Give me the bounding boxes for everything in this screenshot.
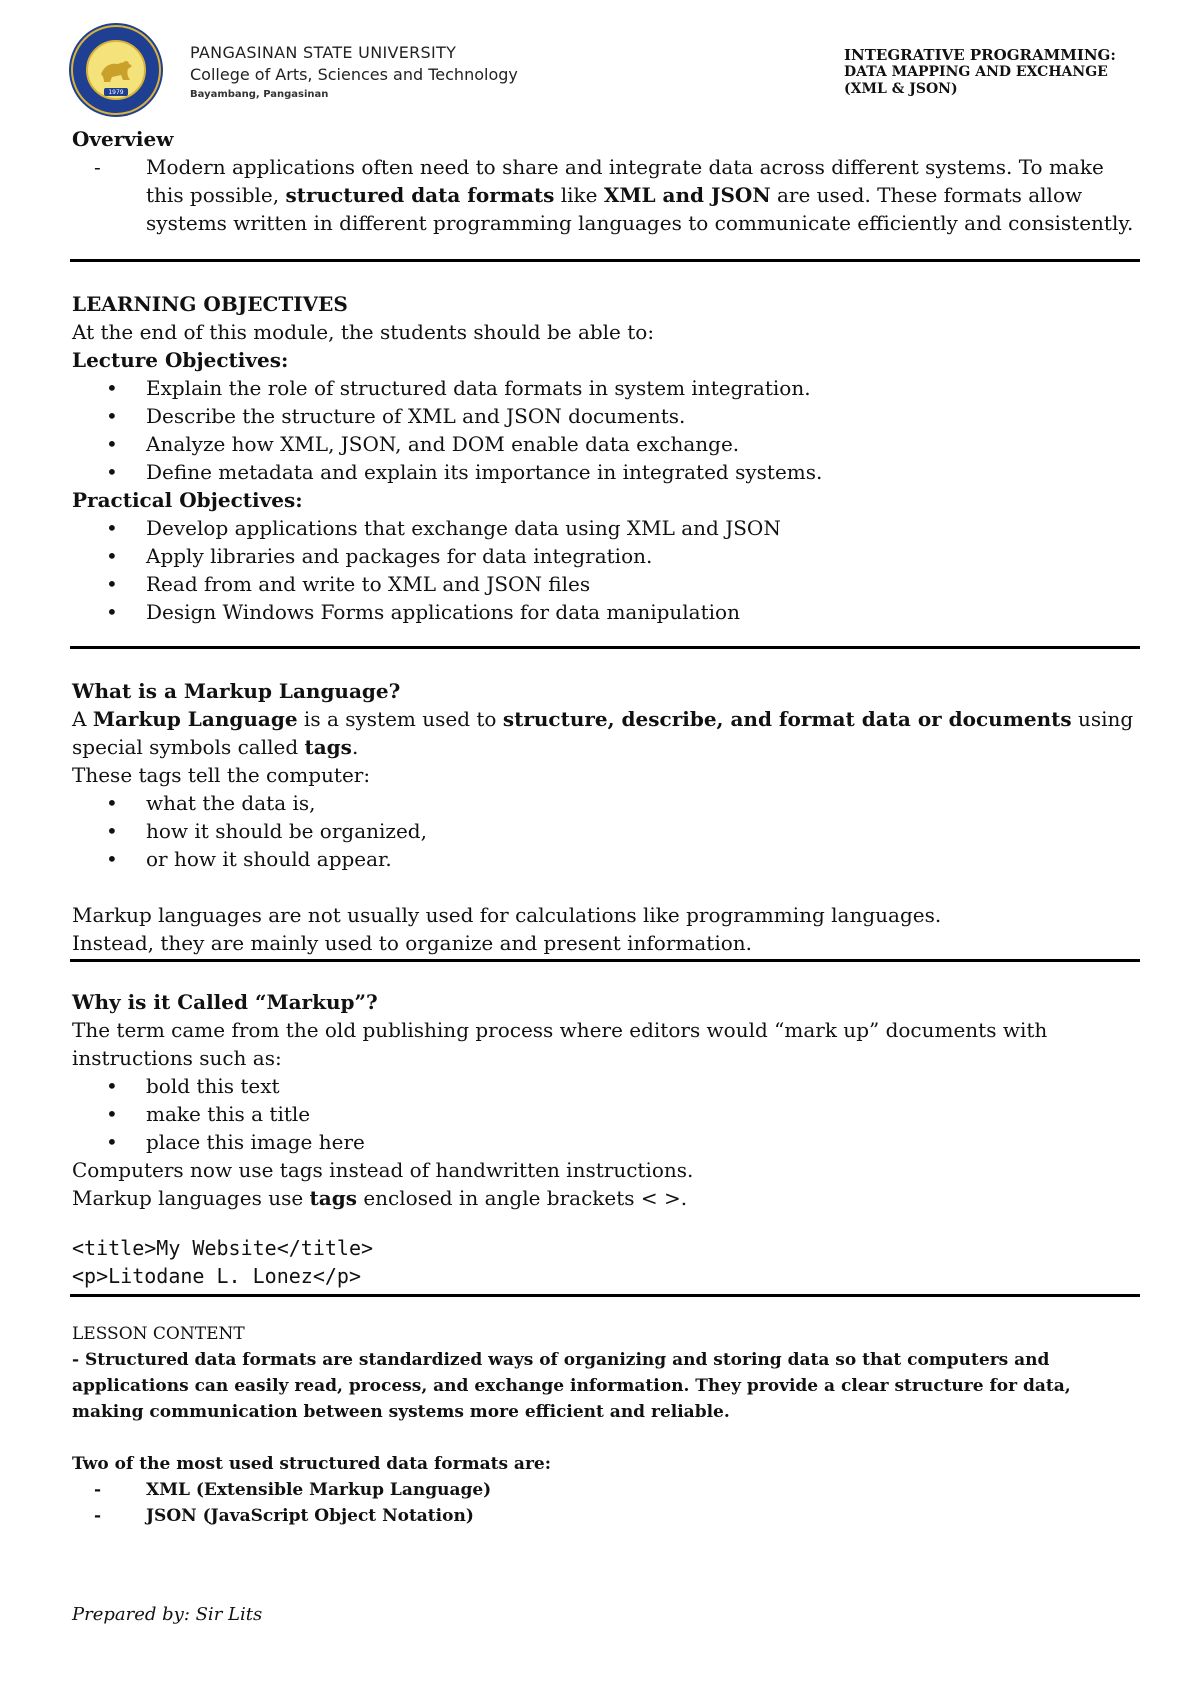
section-divider — [70, 959, 1140, 962]
list-item: • bold this text — [72, 1072, 1142, 1100]
list-item: • what the data is, — [72, 789, 1142, 817]
practical-objectives-heading: Practical Objectives: — [72, 488, 303, 512]
list-item: • Read from and write to XML and JSON files — [72, 570, 1142, 598]
markup-instructions-list — [72, 1072, 1142, 1156]
angle-brackets-statement: Markup languages use tags enclosed in angle brackets < >. — [72, 1186, 688, 1210]
list-item: • Analyze how XML, JSON, and DOM enable data exchange. — [72, 430, 1142, 458]
markup-heading: What is a Markup Language? — [72, 679, 401, 703]
list-item: • Design Windows Forms applications for data manipulation — [72, 598, 1142, 626]
list-item: • Explain the role of structured data formats in system integration. — [72, 374, 1142, 402]
markup-note-2: Instead, they are mainly used to organize and present information. — [72, 931, 752, 955]
tags-statement: Computers now use tags instead of handwritten instructions. — [72, 1158, 694, 1182]
list-item: • or how it should appear. — [72, 845, 1142, 873]
code-line: <p>Litodane L. Lonez</p> — [72, 1264, 361, 1288]
lecture-objectives-heading: Lecture Objectives: — [72, 348, 289, 372]
why-markup-heading: Why is it Called “Markup”? — [72, 990, 378, 1014]
formats-intro: Two of the most used structured data formats are: — [72, 1454, 551, 1474]
overview-section — [72, 125, 1142, 237]
university-seal-logo — [68, 22, 164, 118]
list-item: • make this a title — [72, 1100, 1142, 1128]
course-title-line2: DATA MAPPING AND EXCHANGE — [844, 64, 1108, 81]
list-item: • place this image here — [72, 1128, 1142, 1156]
section-divider — [70, 259, 1140, 262]
course-title-line1: INTEGRATIVE PROGRAMMING: — [844, 46, 1116, 64]
prepared-by-footer: Prepared by: Sir Lits — [72, 1604, 263, 1625]
overview-heading: Overview — [72, 127, 174, 151]
tags-intro: These tags tell the computer: — [72, 763, 371, 787]
objectives-intro: At the end of this module, the students should be able to: — [72, 320, 655, 344]
lesson-content-section — [72, 1321, 1142, 1529]
lesson-content-description: - Structured data formats are standardized ways of organizing and storing data so that computers and applications can easily read, process, and exchange information. They provide a clear structure for data, making communication between systems more efficient and reliable. — [72, 1350, 1071, 1422]
overview-text: - Modern applications often need to share and integrate data across different systems. To make this possible, structured data formats like XML and JSON are used. These formats allow systems written in different programming languages to communicate efficiently and consistently. — [72, 153, 1142, 237]
why-markup-section — [72, 988, 1142, 1290]
list-item: • Apply libraries and packages for data integration. — [72, 542, 1142, 570]
markup-section — [72, 677, 1142, 957]
svg-text:1979: 1979 — [108, 89, 124, 96]
practical-objectives-list — [72, 514, 1142, 626]
code-example — [72, 1234, 1142, 1290]
list-item: - XML (Extensible Markup Language) — [72, 1477, 1142, 1503]
lesson-content-heading: LESSON CONTENT — [72, 1324, 245, 1344]
formats-list — [72, 1477, 1142, 1529]
learning-objectives-section — [72, 290, 1142, 626]
markup-note-1: Markup languages are not usually used for calculations like programming languages. — [72, 903, 942, 927]
list-item: • Describe the structure of XML and JSON documents. — [72, 402, 1142, 430]
list-item: • Develop applications that exchange data using XML and JSON — [72, 514, 1142, 542]
list-item: • Define metadata and explain its importance in integrated systems. — [72, 458, 1142, 486]
course-title — [844, 46, 1116, 98]
section-divider — [70, 646, 1140, 649]
university-name: PANGASINAN STATE UNIVERSITY — [190, 43, 457, 62]
section-divider — [70, 1294, 1140, 1297]
code-line: <title>My Website</title> — [72, 1236, 374, 1260]
learning-objectives-heading: LEARNING OBJECTIVES — [72, 292, 348, 316]
page-header — [68, 22, 1138, 122]
why-markup-description: The term came from the old publishing process where editors would “mark up” documents with instructions such as: — [72, 1018, 1048, 1070]
lecture-objectives-list — [72, 374, 1142, 486]
campus-location: Bayambang, Pangasinan — [190, 88, 329, 100]
college-name: College of Arts, Sciences and Technology — [190, 65, 518, 85]
markup-definition: A Markup Language is a system used to structure, describe, and format data or documents using special symbols called tags. — [72, 707, 1134, 759]
document-body — [72, 125, 1142, 1529]
list-item: - JSON (JavaScript Object Notation) — [72, 1503, 1142, 1529]
tags-purpose-list — [72, 789, 1142, 873]
course-title-line3: (XML & JSON) — [844, 81, 958, 98]
list-item: • how it should be organized, — [72, 817, 1142, 845]
